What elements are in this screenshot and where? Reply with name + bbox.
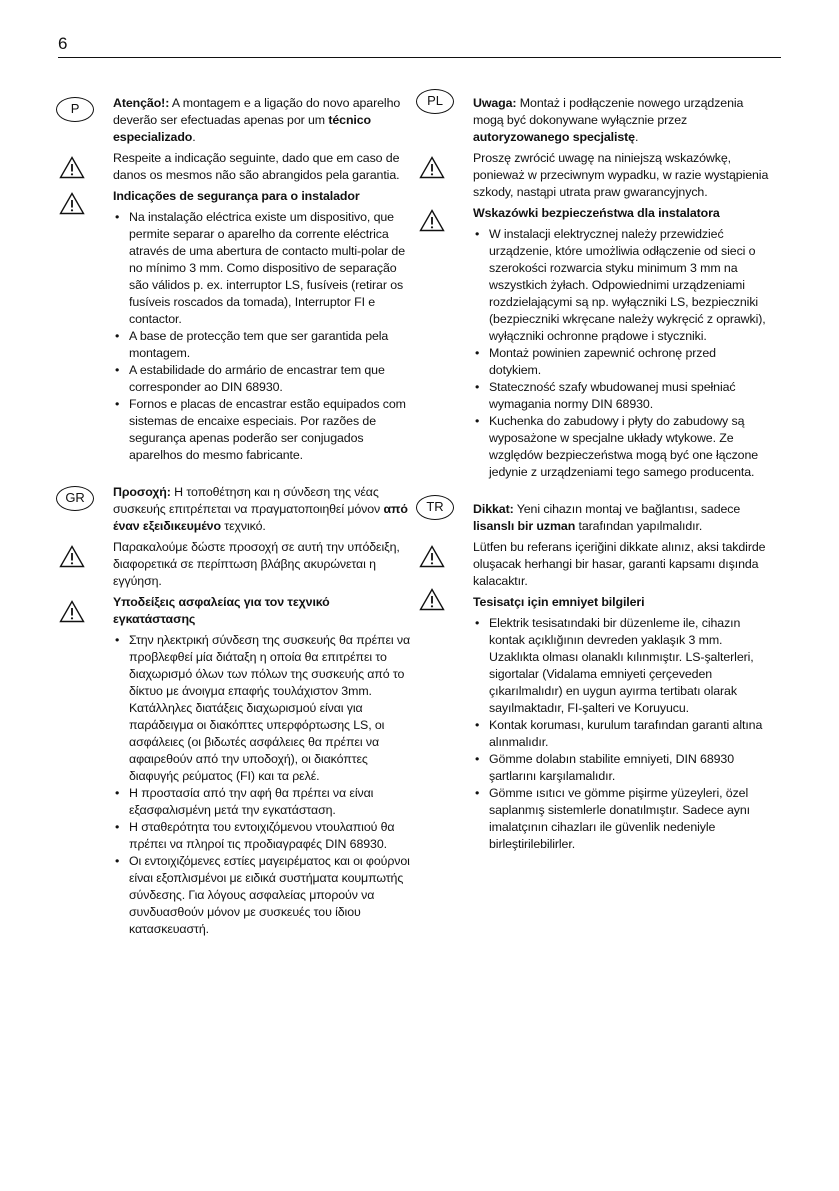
list-item: • W instalacji elektrycznej należy przewidzieć urządzenie, które umożliwia odłączenie od sieci o szerokości rozwarcia styku minimum 3 mm na wszystkich żyłach. Odpowiednimi urządzeniami rozdzielającymi są np. wyłączniki LS, bezpieczniki (bezpieczniki wkręcane należy wykręcić z oprawki), wyłączniki ochronne prądowe i styczniki. xyxy=(473,226,771,345)
list-item: • A estabilidade do armário de encastrar tem que corresponder ao DIN 68930. xyxy=(113,362,411,396)
list-item: • Fornos e placas de encastrar estão equipados com sistemas de encaixe especiais. Por razões de segurança apenas poderão ser conjugados aparelhos do mesmo fabricante. xyxy=(113,396,411,464)
warranty-notice xyxy=(473,539,771,590)
safety-list xyxy=(113,209,411,464)
list-item: • Stateczność szafy wbudowanej musi spełniać wymagania normy DIN 68930. xyxy=(473,379,771,413)
notice-text: Proszę zwrócić uwagę na niniejszą wskazówkę, ponieważ w przeciwnym wypadku, w razie wystąpienia szkody, nastąpi utrata praw gwarancyjnych. xyxy=(473,151,769,199)
section-turkish xyxy=(426,499,771,853)
attention-end: . xyxy=(634,130,639,144)
attention-bold: técnico especializado xyxy=(113,113,372,144)
list-item: • A base de protecção tem que ser garantida pela montagem. xyxy=(113,328,411,362)
notice-text: Lütfen bu referans içeriğini dikkate alınız, aksi takdirde oluşacak herhangi bir hasar, garanti kapsamı dışında kalacaktır. xyxy=(473,540,766,588)
attention-paragraph xyxy=(70,95,411,146)
attention-paragraph xyxy=(426,499,771,535)
notice-text: Respeite a indicação seguinte, dado que em caso de danos os mesmos não são abrangidos pela garantia. xyxy=(113,151,400,182)
safety-heading-text: Wskazówki bezpieczeństwa dla instalatora xyxy=(473,206,720,220)
list-item: • Η προστασία από την αφή θα πρέπει να είναι εξασφαλισμένη μετά την εγκατάσταση. xyxy=(113,785,411,819)
attention-text: A montagem e a ligação do novo aparelho deverão ser efectuadas apenas por um xyxy=(113,96,401,127)
list-item: • Elektrik tesisatındaki bir düzenleme ile, cihazın kontak açıklığının devreden yaklaşık 3 mm. Uzaklıkta olması olanaklı kılınmıştır. LS-şalterleri, sigortalar (Vidalama emniyeti çerçeveden çıkarılmalıdır) en uygun ayırma tertibatı olarak sayılmaktadır, FI-şalteri ve Koruyucu. xyxy=(473,615,771,717)
attention-text: Yeni cihazın montaj ve bağlantısı, sadece xyxy=(513,502,741,516)
warranty-notice xyxy=(473,150,771,201)
warning-triangle-icon xyxy=(59,600,85,623)
warning-triangle-icon xyxy=(419,588,445,611)
attention-label: Dikkat: xyxy=(473,502,514,516)
warning-triangle-icon xyxy=(419,209,445,232)
section-greek xyxy=(65,484,411,938)
attention-text: Η τοποθέτηση και η σύνδεση της νέας συσκευής επιτρέπεται να πραγματοποιηθεί μόνον xyxy=(113,485,384,516)
left-column xyxy=(65,95,411,940)
list-item: • Kuchenka do zabudowy i płyty do zabudowy są wyposażone w specjalne układy wtykowe. Ze względów bezpieczeństwa mogą być one łączone jedynie z urządzeniami tego samego producenta. xyxy=(473,413,771,481)
top-divider xyxy=(58,57,781,58)
language-badge-tr: TR xyxy=(416,495,454,520)
warning-triangle-icon xyxy=(419,156,445,179)
language-badge-gr: GR xyxy=(56,486,94,511)
attention-bold: από έναν εξειδικευμένο xyxy=(113,502,408,533)
attention-end: . xyxy=(192,130,196,144)
list-item: • Gömme ısıtıcı ve gömme pişirme yüzeyleri, özel saplanmış sistemlerle donatılmıştır. Sadece aynı imalatçının cihazları ile güvenlik nedeniyle birleştirilebilirler. xyxy=(473,785,771,853)
section-portuguese xyxy=(70,95,411,464)
attention-bold: autoryzowanego specjalistę xyxy=(473,130,635,144)
list-item: • Na instalação eléctrica existe um dispositivo, que permite separar o aparelho da corrente eléctrica através de uma abertura de contacto multi-polar de no mínimo 3 mm. Como dispositivo de separação são válidos p. ex. interruptor LS, fusíveis (retirar os fusíveis roscados da tomada), Interruptor FI e contactor. xyxy=(113,209,411,328)
warranty-notice xyxy=(113,150,411,184)
attention-paragraph xyxy=(427,93,771,146)
warning-triangle-icon xyxy=(59,192,85,215)
attention-label: Uwaga: xyxy=(473,96,517,110)
attention-paragraph xyxy=(65,484,411,535)
language-badge-pt: P xyxy=(56,97,94,122)
list-item: • Η σταθερότητα του εντοιχιζόμενου ντουλαπιού θα πρέπει να πληροί τις προδιαγραφές DIN 68930. xyxy=(113,819,411,853)
attention-label: Προσοχή: xyxy=(113,485,171,499)
safety-list xyxy=(113,632,411,938)
right-column xyxy=(426,93,771,855)
list-item: • Gömme dolabın stabilite emniyeti, DIN 68930 şartlarını karşılamalıdır. xyxy=(473,751,771,785)
safety-heading xyxy=(473,205,771,222)
attention-label: Atenção!: xyxy=(113,96,170,110)
language-badge-pl: PL xyxy=(416,89,454,114)
warning-triangle-icon xyxy=(59,545,85,568)
safety-heading-text: Υποδείξεις ασφαλείας για τον τεχνικό εγκατάστασης xyxy=(113,595,330,626)
notice-text: Παρακαλούμε δώστε προσοχή σε αυτή την υπόδειξη, διαφορετικά σε περίπτωση βλάβης ακυρώνεται η εγγύηση. xyxy=(113,540,400,588)
warning-triangle-icon xyxy=(59,156,85,179)
safety-heading-text: Tesisatçı için emniyet bilgileri xyxy=(473,595,645,609)
page-number: 6 xyxy=(58,34,68,53)
attention-text: Montaż i podłączenie nowego urządzenia mogą być dokonywane wyłącznie przez xyxy=(473,96,744,127)
safety-list xyxy=(473,226,771,481)
safety-heading xyxy=(113,594,411,628)
warning-triangle-icon xyxy=(419,545,445,568)
section-polish xyxy=(427,93,771,481)
list-item: • Kontak koruması, kurulum tarafından garanti altına alınmalıdır. xyxy=(473,717,771,751)
list-item: • Montaż powinien zapewnić ochronę przed dotykiem. xyxy=(473,345,771,379)
attention-end: tarafından yapılmalıdır. xyxy=(575,519,703,533)
safety-heading xyxy=(473,594,771,611)
list-item: • Οι εντοιχιζόμενες εστίες μαγειρέματος και οι φούρνοι είναι εξοπλισμένοι με ειδικά συστήματα κουμπωτής σύνδεσης. Για λόγους ασφαλείας μπορούν να συνδυασθούν μόνον με συσκευές του ίδιου κατασκευαστή. xyxy=(113,853,411,938)
safety-list xyxy=(473,615,771,853)
attention-bold: lisanslı bir uzman xyxy=(473,519,576,533)
attention-end: τεχνικό. xyxy=(220,519,266,533)
safety-heading-text: Indicações de segurança para o instalador xyxy=(113,189,360,203)
list-item: • Στην ηλεκτρική σύνδεση της συσκευής θα πρέπει να προβλεφθεί μία διάταξη η οποία θα επιτρέπει το διαχωρισμό όλων των πόλων της συσκευής από το δίκτυο με άνοιγμα επαφής τουλάχιστον 3mm. Κατάλληλες διατάξεις διαχωρισμού είναι για παράδειγμα οι διακόπτες υπερφόρτωσης LS, οι ασφάλειες (οι βιδωτές ασφάλειες θα πρέπει να αφαιρεθούν από την υποδοχή), οι διακόπτες διαφυγής ρεύματος (FI) και τα ρελέ. xyxy=(113,632,411,785)
warranty-notice xyxy=(113,539,411,590)
safety-heading xyxy=(113,188,411,205)
